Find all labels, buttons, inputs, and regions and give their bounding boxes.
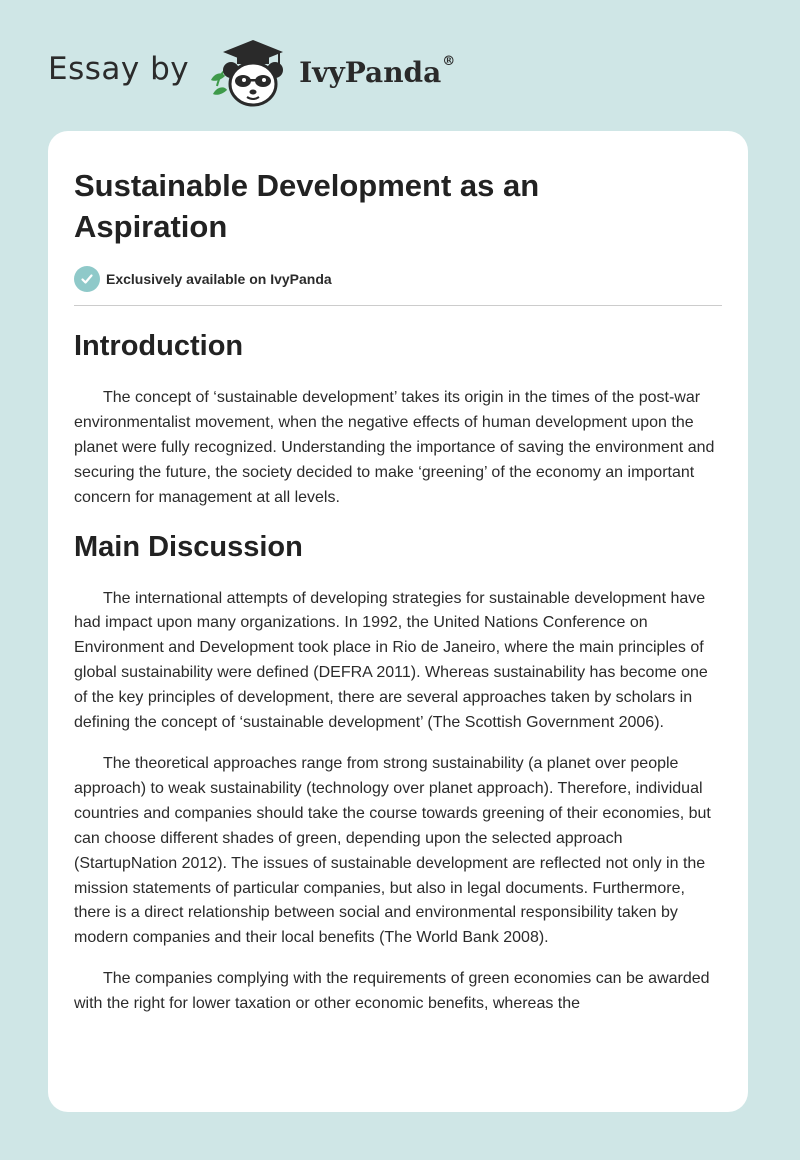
paragraph: The international attempts of developing strategies for sustainable development have had impact upon many organizations. In 1992, the United Nations Conference on Environment and Development took place in Rio de Janeiro, where the main principles of global sustainability were defined (DEFRA 2011). Whereas sustainability has become one of the key principles of development, there are several approaches taken by scholars in defining the concept of ‘sustainable development’ (The Scottish Government 2006). [74, 589, 708, 732]
site-header [48, 30, 548, 110]
essay-by-label: Essay by [48, 51, 190, 87]
panda-graduate-icon[interactable] [203, 30, 295, 110]
exclusive-badge [74, 265, 722, 293]
brand-name[interactable]: IvyPanda® [299, 54, 456, 89]
check-icon [74, 266, 100, 292]
exclusive-badge-label: Exclusively available on IvyPanda [106, 271, 332, 287]
section-heading-main-discussion: Main Discussion [74, 530, 303, 563]
essay-card [48, 131, 748, 1112]
paragraph: The companies complying with the requirements of green economies can be awarded with the right for lower taxation or other economic benefits, whereas the [74, 970, 710, 1013]
registered-mark: ® [442, 54, 456, 70]
section-heading-introduction: Introduction [74, 330, 244, 362]
page-title: Sustainable Development as an Aspiration [74, 168, 540, 244]
paragraph: The theoretical approaches range from strong sustainability (a planet over people approach) to weak sustainability (technology over planet approach). Therefore, individual countries and companies should take the course towards greening of their economies, but can choose different shades of green, depending upon the selected approach (StartupNation 2012). The issues of sustainable development are reflected not only in the mission statements of particular companies, but also in legal documents. Furthermore, there is a direct relationship between social and environmental responsibility taken by modern companies and their local benefits (The World Bank 2008). [74, 754, 711, 947]
divider [74, 305, 722, 306]
paragraph: The concept of ‘sustainable development’ takes its origin in the times of the post-war environmentalist movement, when the negative effects of human development upon the planet were fully recognized. Understanding the importance of saving the environment and securing the future, the society decided to make ‘greening’ of the economy an important concern for management at all levels. [74, 389, 715, 506]
